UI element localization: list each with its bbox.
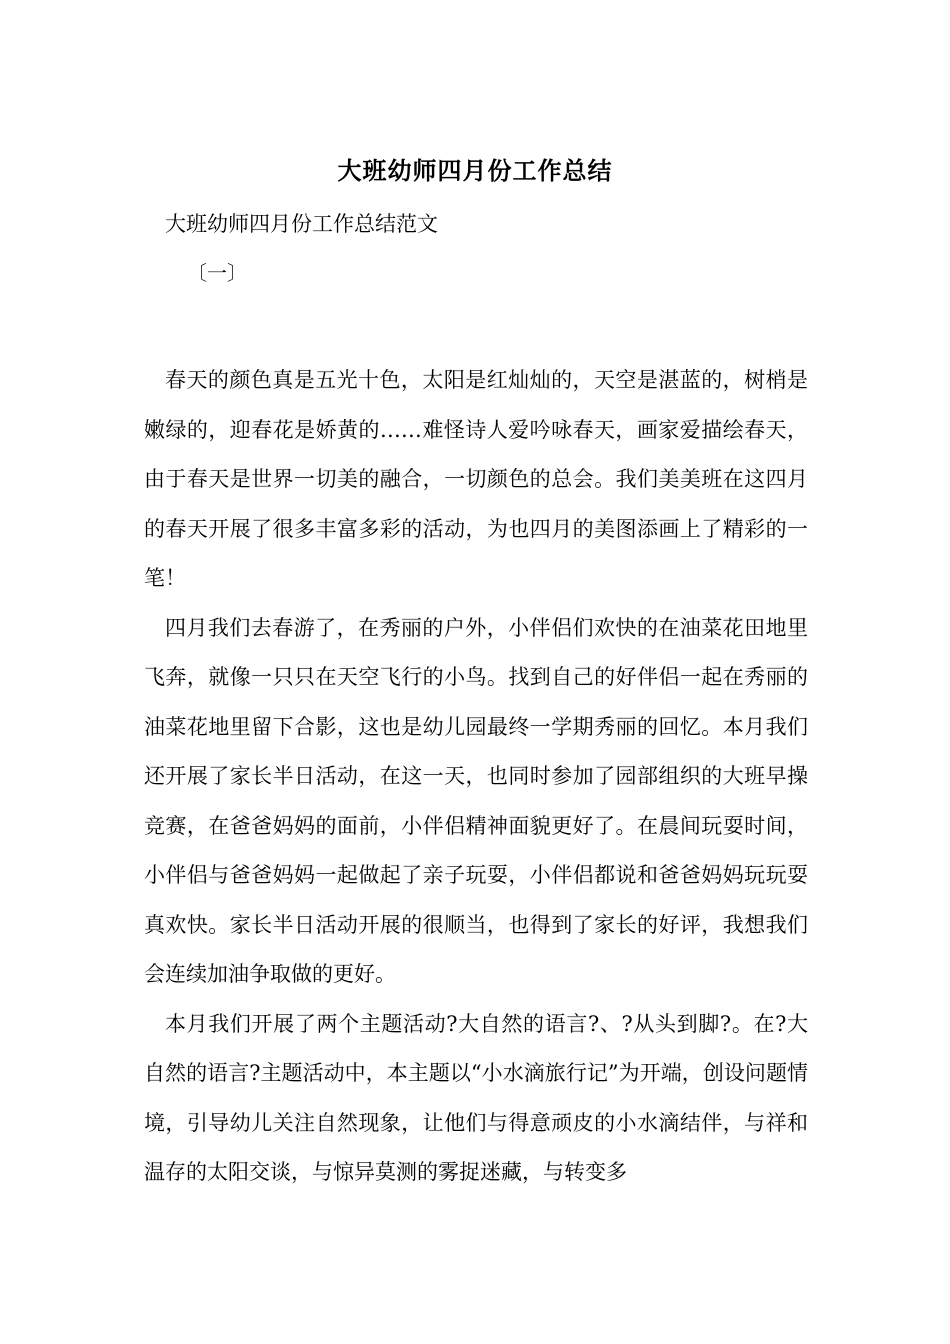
paragraph-2: 四月我们去春游了，在秀丽的户外，小伴侣们欢快的在油菜花田地里飞奔，就像一只只在天空飞行的小鸟。找到自己的好伴侣一起在秀丽的油菜花地里留下合影，这也是幼儿园最终一学期秀丽的回忆。本月我们还开展了家长半日活动，在这一天，也同时参加了园部组织的大班早操竞赛，在爸爸妈妈的面前，小伴侣精神面貌更好了。在晨间玩耍时间，小伴侣与爸爸妈妈一起做起了亲子玩耍，小伴侣都说和爸爸妈妈玩玩耍真欢快。家长半日活动开展的很顺当，也得到了家长的好评，我想我们会连续加油争取做的更好。 [144,615,808,986]
document-title: 大班幼师四月份工作总结 [337,156,613,185]
document-body [144,356,808,1198]
document-subtitle: 大班幼师四月份工作总结范文 [165,212,438,236]
paragraph-3: 本月我们开展了两个主题活动?大自然的语言?、?从头到脚?。在?大自然的语言?主题活动中，本主题以“小水滴旅行记”为开端，创设问题情境，引导幼儿关注自然现象，让他们与得意顽皮的小水滴结伴，与祥和温存的太阳交谈，与惊异莫测的雾捉迷藏，与转变多 [144,1011,808,1184]
section-number: 〔一〕 [187,261,247,285]
paragraph-1: 春天的颜色真是五光十色，太阳是红灿灿的，天空是湛蓝的，树梢是嫩绿的，迎春花是娇黄的……难怪诗人爱吟咏春天，画家爱描绘春天，由于春天是世界一切美的融合，一切颜色的总会。我们美美班在这四月的春天开展了很多丰富多彩的活动，为也四月的美图添画上了精彩的一笔！ [144,368,808,590]
